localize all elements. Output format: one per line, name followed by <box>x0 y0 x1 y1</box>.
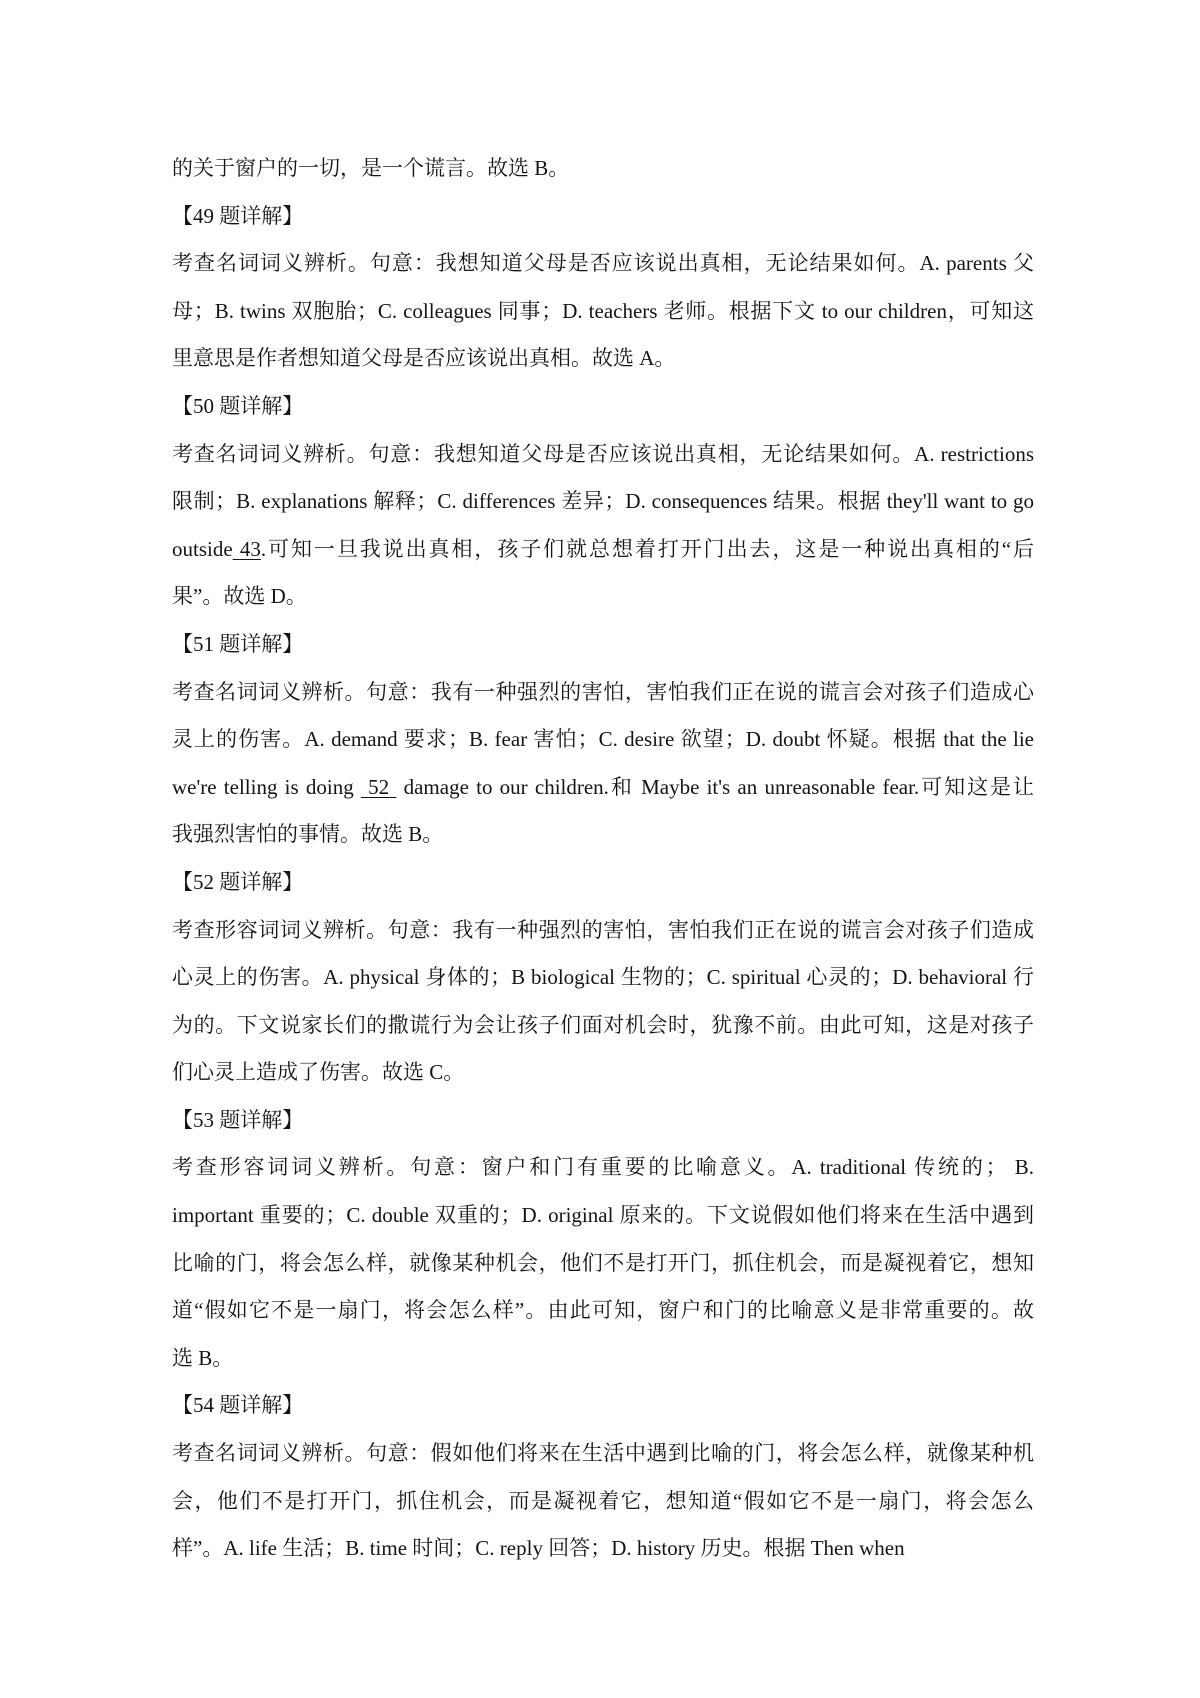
explanation-text-segment: damage to our children.和 Maybe it's an unreasonable fear.可知这是让 <box>403 774 1034 799</box>
explanation-line: 为的。下文说家长们的撒谎行为会让孩子们面对机会时，犹豫不前。由此可知，这是对孩子 <box>172 1012 1034 1037</box>
explanation-section-50 <box>172 383 1034 621</box>
explanation-line: 考查形容词词义辨析。句意：我有一种强烈的害怕，害怕我们正在说的谎言会对孩子们造成 <box>172 917 1034 942</box>
explanation-line: 考查名词词义辨析。句意：我想知道父母是否应该说出真相，无论结果如何。A. restrictions <box>172 441 1034 466</box>
explanation-line: 果”。故选 D。 <box>172 584 307 609</box>
section-heading: 【54 题详解】 <box>172 1393 304 1418</box>
explanation-line: 母；B. twins 双胞胎；C. colleagues 同事；D. teachers 老师。根据下文 to our children，可知这 <box>172 298 1034 323</box>
section-heading: 【50 题详解】 <box>172 393 304 418</box>
explanation-text-segment: .可知一旦我说出真相，孩子们就总想着打开门出去，这是一种说出真相的“后 <box>260 536 1034 561</box>
explanation-line: 样”。A. life 生活；B. time 时间；C. reply 回答；D. history 历史。根据 Then when <box>172 1536 905 1561</box>
document-page <box>172 145 1034 1573</box>
continuation-paragraph <box>172 145 1034 193</box>
explanation-line: 选 B。 <box>172 1345 234 1370</box>
section-heading: 【52 题详解】 <box>172 869 304 894</box>
explanation-section-54 <box>172 1382 1034 1572</box>
explanation-line: 里意思是作者想知道父母是否应该说出真相。故选 A。 <box>172 346 676 371</box>
explanation-line: 会，他们不是打开门，抓住机会，而是凝视着它，想知道“假如它不是一扇门，将会怎么 <box>172 1488 1034 1513</box>
explanation-line <box>172 526 1034 574</box>
explanation-section-53 <box>172 1097 1034 1383</box>
explanation-line: 道“假如它不是一扇门，将会怎么样”。由此可知，窗户和门的比喻意义是非常重要的。故 <box>172 1298 1034 1323</box>
explanation-line: 考查名词词义辨析。句意：我想知道父母是否应该说出真相，无论结果如何。A. parents 父 <box>172 251 1034 276</box>
explanation-section-52 <box>172 859 1034 1097</box>
explanation-section-49 <box>172 193 1034 383</box>
explanation-line: 心灵上的伤害。A. physical 身体的；B biological 生物的；C. spiritual 心灵的；D. behavioral 行 <box>172 965 1034 990</box>
explanation-line: 我强烈害怕的事情。故选 B。 <box>172 822 444 847</box>
page-continuation-line: 的关于窗户的一切，是一个谎言。故选 B。 <box>172 156 570 180</box>
explanation-line: 限制；B. explanations 解释；C. differences 差异；D. consequences 结果。根据 they'll want to go <box>172 489 1034 514</box>
explanation-line: 灵上的伤害。A. demand 要求；B. fear 害怕；C. desire 欲望；D. doubt 怀疑。根据 that the lie <box>172 727 1034 752</box>
section-heading: 【49 题详解】 <box>172 203 304 228</box>
explanation-section-51 <box>172 621 1034 859</box>
explanation-line <box>172 764 1034 812</box>
explanation-line: 比喻的门，将会怎么样，就像某种机会，他们不是打开门，抓住机会，而是凝视着它，想知 <box>172 1250 1034 1275</box>
answer-blank: 52 <box>368 774 390 799</box>
explanation-line: 考查名词词义辨析。句意：假如他们将来在生活中遇到比喻的门，将会怎么样，就像某种机 <box>172 1441 1034 1466</box>
explanation-text-segment: outside <box>172 536 233 561</box>
explanation-line: 考查形容词词义辨析。句意：窗户和门有重要的比喻意义。A. traditional 传统的； B. <box>172 1155 1034 1180</box>
explanation-line: 考查名词词义辨析。句意：我有一种强烈的害怕，害怕我们正在说的谎言会对孩子们造成心 <box>172 679 1034 704</box>
answer-blank: 43 <box>239 536 261 561</box>
explanation-text-segment: we're telling is doing <box>172 774 354 799</box>
section-heading: 【53 题详解】 <box>172 1107 304 1132</box>
explanation-line: important 重要的；C. double 双重的；D. original 原来的。下文说假如他们将来在生活中遇到 <box>172 1203 1034 1228</box>
explanation-line: 们心灵上造成了伤害。故选 C。 <box>172 1060 465 1085</box>
section-heading: 【51 题详解】 <box>172 631 304 656</box>
